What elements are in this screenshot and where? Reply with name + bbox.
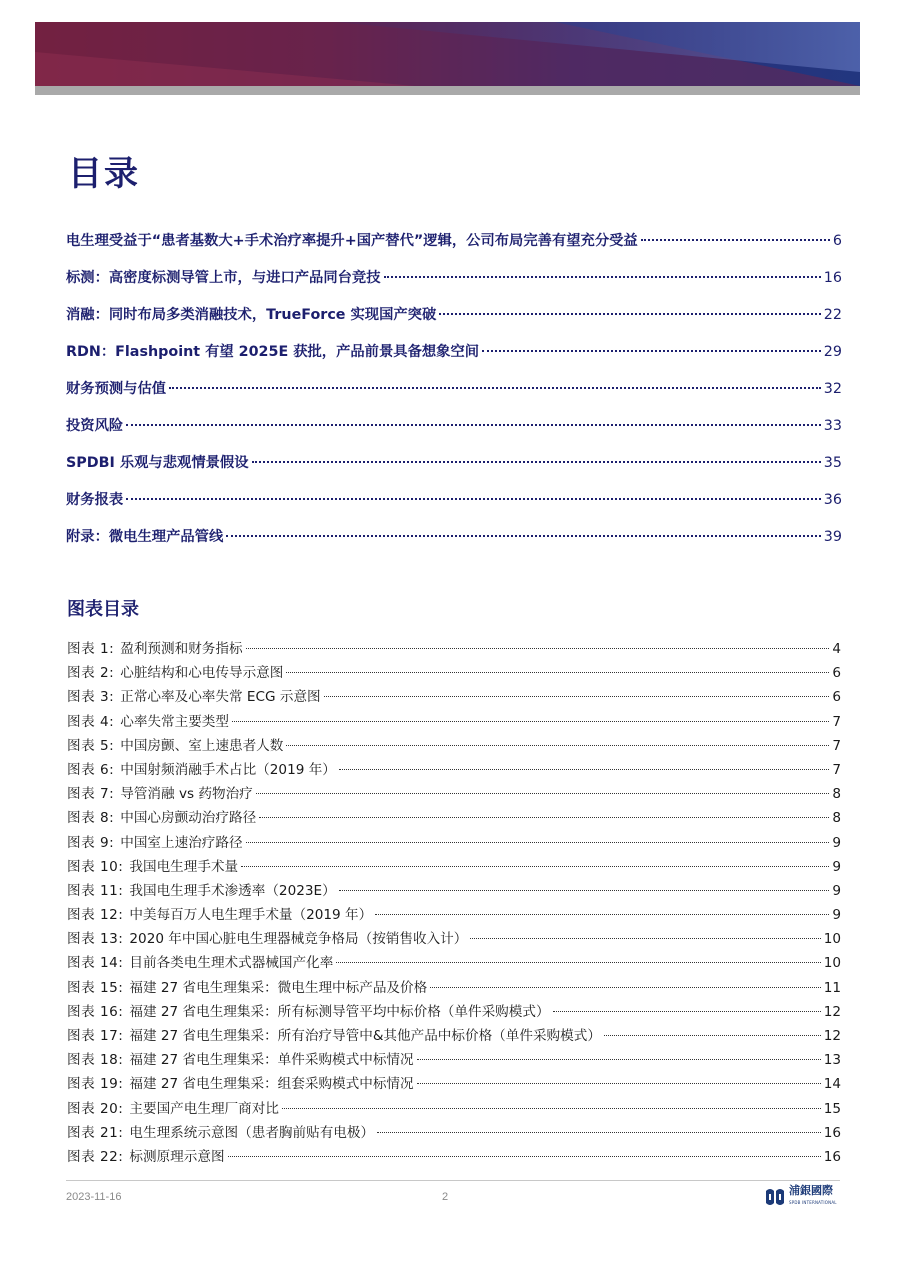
- figure-entry-label: 图表 11:: [67, 882, 124, 899]
- toc-entry-page: 36: [823, 492, 842, 509]
- toc-entry-text: 标测：高密度标测导管上市，与进口产品同台竞技: [66, 270, 381, 287]
- toc-entry[interactable]: [66, 377, 842, 414]
- figure-entry[interactable]: [67, 685, 841, 709]
- toc-entry-text: 投资风险: [66, 418, 124, 435]
- logo-text: [789, 1185, 837, 1209]
- figure-entry-text: 心率失常主要类型: [120, 713, 229, 730]
- figure-entry[interactable]: [67, 903, 841, 927]
- figure-entry-page: 7: [832, 713, 841, 730]
- figure-entry-text: 心脏结构和心电传导示意图: [120, 665, 284, 682]
- figure-leader-dots: [470, 925, 820, 940]
- toc-entry-page: 35: [823, 455, 842, 472]
- figure-leader-dots: [286, 659, 829, 674]
- figure-entry-label: 图表 12:: [67, 907, 124, 924]
- toc-entry-page: 39: [823, 529, 842, 546]
- toc-entry-page: 16: [823, 270, 842, 287]
- figure-entry-text: 中国心房颤动治疗路径: [120, 810, 257, 827]
- figure-entry-text: 福建 27 省电生理集采：组套采购模式中标情况: [129, 1076, 414, 1093]
- figure-entry-text: 电生理系统示意图（患者胸前贴有电极）: [129, 1124, 375, 1141]
- figure-entry[interactable]: [67, 1048, 841, 1072]
- figure-entry-text: 我国电生理手术渗透率（2023E）: [129, 882, 336, 899]
- figure-entry-text: 标测原理示意图: [129, 1148, 225, 1165]
- toc-entry-text: 电生理受益于“患者基数大+手术治疗率提升+国产替代”逻辑，公司布局完善有望充分受益: [66, 233, 638, 250]
- toc-entry-text: 附录：微电生理产品管线: [66, 529, 224, 546]
- figure-entry-label: 图表 6:: [67, 761, 115, 778]
- toc-entry[interactable]: [66, 229, 842, 266]
- figure-entry-page: 16: [823, 1148, 841, 1165]
- spdbi-logo-icon: [764, 1187, 786, 1207]
- figure-entry-page: 9: [832, 858, 841, 875]
- figure-leader-dots: [232, 707, 829, 722]
- figure-entry-label: 图表 3:: [67, 689, 115, 706]
- figure-entry-label: 图表 18:: [67, 1052, 124, 1069]
- figure-entry-text: 福建 27 省电生理集采：单件采购模式中标情况: [129, 1052, 414, 1069]
- toc-entry[interactable]: [66, 340, 842, 377]
- toc-entry[interactable]: [66, 266, 842, 303]
- logo-name: 浦銀國際: [789, 1184, 833, 1197]
- footer-rule: [66, 1180, 840, 1181]
- toc-entry-page: 29: [823, 344, 842, 361]
- figure-leader-dots: [246, 828, 830, 843]
- figure-entry-label: 图表 22:: [67, 1148, 124, 1165]
- figure-entry[interactable]: [67, 734, 841, 758]
- toc-title: 目录: [68, 154, 140, 194]
- figure-leader-dots: [336, 949, 820, 964]
- figure-entry[interactable]: [67, 1121, 841, 1145]
- figure-leader-dots: [417, 1046, 821, 1061]
- toc-entry[interactable]: [66, 303, 842, 340]
- toc-entry-text: 消融：同时布局多类消融技术，TrueForce 实现国产突破: [66, 307, 437, 324]
- figure-entry-label: 图表 5:: [67, 737, 115, 754]
- figure-entry-page: 4: [832, 641, 841, 657]
- header-banner: [35, 22, 860, 86]
- figure-entry-text: 福建 27 省电生理集采：所有标测导管平均中标价格（单件采购模式）: [129, 1003, 550, 1020]
- figure-entry[interactable]: [67, 1145, 841, 1169]
- figure-leader-dots: [430, 973, 820, 988]
- figure-entry[interactable]: [67, 1072, 841, 1096]
- company-logo: [764, 1185, 844, 1209]
- figure-entry-page: 10: [823, 955, 841, 972]
- toc-entry[interactable]: [66, 414, 842, 451]
- header-banner-graphic: [35, 22, 860, 86]
- figure-entry[interactable]: [67, 976, 841, 1000]
- toc-entry-page: 33: [823, 418, 842, 435]
- figure-entry-label: 图表 16:: [67, 1003, 124, 1020]
- figure-entry[interactable]: [67, 879, 841, 903]
- figure-entry-label: 图表 20:: [67, 1100, 124, 1117]
- figure-leader-dots: [339, 876, 830, 891]
- figure-entry[interactable]: [67, 927, 841, 951]
- figure-entry-page: 12: [823, 1003, 841, 1020]
- figure-leader-dots: [417, 1070, 821, 1085]
- figure-entry-page: 9: [832, 882, 841, 899]
- toc-leader-dots: [126, 410, 821, 426]
- figure-entry-text: 盈利预测和财务指标: [120, 641, 243, 657]
- figure-entry-text: 中美每百万人电生理手术量（2019 年）: [129, 907, 373, 924]
- toc-entry-text: SPDBI 乐观与悲观情景假设: [66, 455, 249, 472]
- figure-entry-text: 中国房颤、室上速患者人数: [120, 737, 284, 754]
- figure-entry-page: 16: [823, 1124, 841, 1141]
- figure-entry[interactable]: [67, 951, 841, 975]
- toc-leader-dots: [252, 447, 821, 463]
- figure-entry-page: 14: [823, 1076, 841, 1093]
- figure-entry[interactable]: [67, 710, 841, 734]
- figure-entry-label: 图表 21:: [67, 1124, 124, 1141]
- figure-entry[interactable]: [67, 855, 841, 879]
- figure-entry-label: 图表 1:: [67, 641, 115, 657]
- figure-entry-label: 图表 9:: [67, 834, 115, 851]
- figure-entry-page: 7: [832, 737, 841, 754]
- figure-entry-label: 图表 10:: [67, 858, 124, 875]
- figure-entry-text: 目前各类电生理术式器械国产化率: [129, 955, 334, 972]
- figure-entry-label: 图表 19:: [67, 1076, 124, 1093]
- figure-leader-dots: [339, 755, 829, 770]
- figure-entry[interactable]: [67, 1024, 841, 1048]
- toc-entry-page: 22: [823, 307, 842, 324]
- figure-leader-dots: [246, 634, 830, 649]
- toc-leader-dots: [126, 484, 821, 500]
- figure-entry-label: 图表 8:: [67, 810, 115, 827]
- figure-leader-dots: [553, 997, 821, 1012]
- figure-entry-page: 8: [832, 810, 841, 827]
- figure-entry-page: 6: [832, 665, 841, 682]
- figure-entry-page: 7: [832, 761, 841, 778]
- toc-leader-dots: [384, 262, 821, 278]
- figure-entry-text: 福建 27 省电生理集采：所有治疗导管中&其他产品中标价格（单件采购模式）: [129, 1028, 601, 1044]
- figure-entry-text: 中国射频消融手术占比（2019 年）: [120, 761, 336, 778]
- figure-entry-label: 图表 15:: [67, 979, 124, 996]
- figure-leader-dots: [282, 1094, 821, 1109]
- figure-entry-label: 图表 2:: [67, 665, 115, 682]
- figure-entry[interactable]: [67, 637, 841, 661]
- figure-entry-label: 图表 7:: [67, 786, 115, 803]
- toc-leader-dots: [226, 521, 821, 537]
- figure-entry-text: 福建 27 省电生理集采：微电生理中标产品及价格: [129, 979, 428, 996]
- toc-leader-dots: [641, 225, 830, 241]
- toc-entry-page: 6: [832, 233, 842, 250]
- figure-list-title: 图表目录: [67, 599, 139, 620]
- figure-entry-text: 正常心率及心率失常 ECG 示意图: [120, 689, 321, 706]
- toc-entry[interactable]: [66, 488, 842, 525]
- figure-entry[interactable]: [67, 831, 841, 855]
- figure-entry-text: 主要国产电生理厂商对比: [129, 1100, 279, 1117]
- figure-entry-page: 13: [823, 1052, 841, 1069]
- figure-entry-page: 15: [823, 1100, 841, 1117]
- figure-entry[interactable]: [67, 661, 841, 685]
- figure-entry-text: 我国电生理手术量: [129, 858, 239, 875]
- figure-entry-page: 9: [832, 907, 841, 924]
- toc-leader-dots: [439, 299, 821, 315]
- toc-entry[interactable]: [66, 451, 842, 488]
- figure-entry-text: 中国室上速治疗路径: [120, 834, 243, 851]
- toc-entry-text: RDN：Flashpoint 有望 2025E 获批，产品前景具备想象空间: [66, 344, 480, 361]
- figure-leader-dots: [241, 852, 829, 867]
- toc-list: [66, 229, 842, 562]
- figure-entry[interactable]: [67, 1000, 841, 1024]
- figure-entry-page: 6: [832, 689, 841, 706]
- figure-leader-dots: [324, 683, 830, 698]
- figure-entry[interactable]: [67, 1097, 841, 1121]
- toc-entry-text: 财务报表: [66, 492, 124, 509]
- figure-entry-page: 9: [832, 834, 841, 851]
- footer-date: 2023-11-16: [66, 1191, 122, 1203]
- figure-entry-page: 8: [832, 786, 841, 803]
- figure-leader-dots: [377, 1118, 821, 1133]
- figure-entry[interactable]: [67, 806, 841, 830]
- figure-leader-dots: [604, 1021, 821, 1036]
- figure-leader-dots: [286, 731, 829, 746]
- figure-entry-page: 10: [823, 931, 841, 948]
- figure-entry-page: 12: [823, 1028, 841, 1044]
- toc-entry-page: 32: [823, 381, 842, 398]
- toc-entry-text: 财务预测与估值: [66, 381, 167, 398]
- figure-entry-text: 2020 年中国心脏电生理器械竞争格局（按销售收入计）: [129, 931, 468, 948]
- figure-entry[interactable]: [67, 782, 841, 806]
- figure-entry-label: 图表 4:: [67, 713, 115, 730]
- figure-leader-dots: [228, 1142, 821, 1157]
- figure-leader-dots: [259, 804, 829, 819]
- figure-list: [67, 637, 841, 1169]
- figure-entry-text: 导管消融 vs 药物治疗: [120, 786, 253, 803]
- figure-entry[interactable]: [67, 758, 841, 782]
- toc-entry[interactable]: [66, 525, 842, 562]
- toc-leader-dots: [169, 373, 821, 389]
- header-rule: [35, 86, 860, 95]
- figure-leader-dots: [256, 780, 830, 795]
- figure-entry-label: 图表 17:: [67, 1028, 124, 1044]
- figure-entry-label: 图表 14:: [67, 955, 124, 972]
- figure-entry-page: 11: [823, 979, 841, 996]
- logo-subtext: SPDB INTERNATIONAL: [789, 1200, 837, 1205]
- figure-leader-dots: [375, 900, 829, 915]
- toc-leader-dots: [482, 336, 821, 352]
- footer-page-number: 2: [442, 1191, 449, 1203]
- figure-entry-label: 图表 13:: [67, 931, 124, 948]
